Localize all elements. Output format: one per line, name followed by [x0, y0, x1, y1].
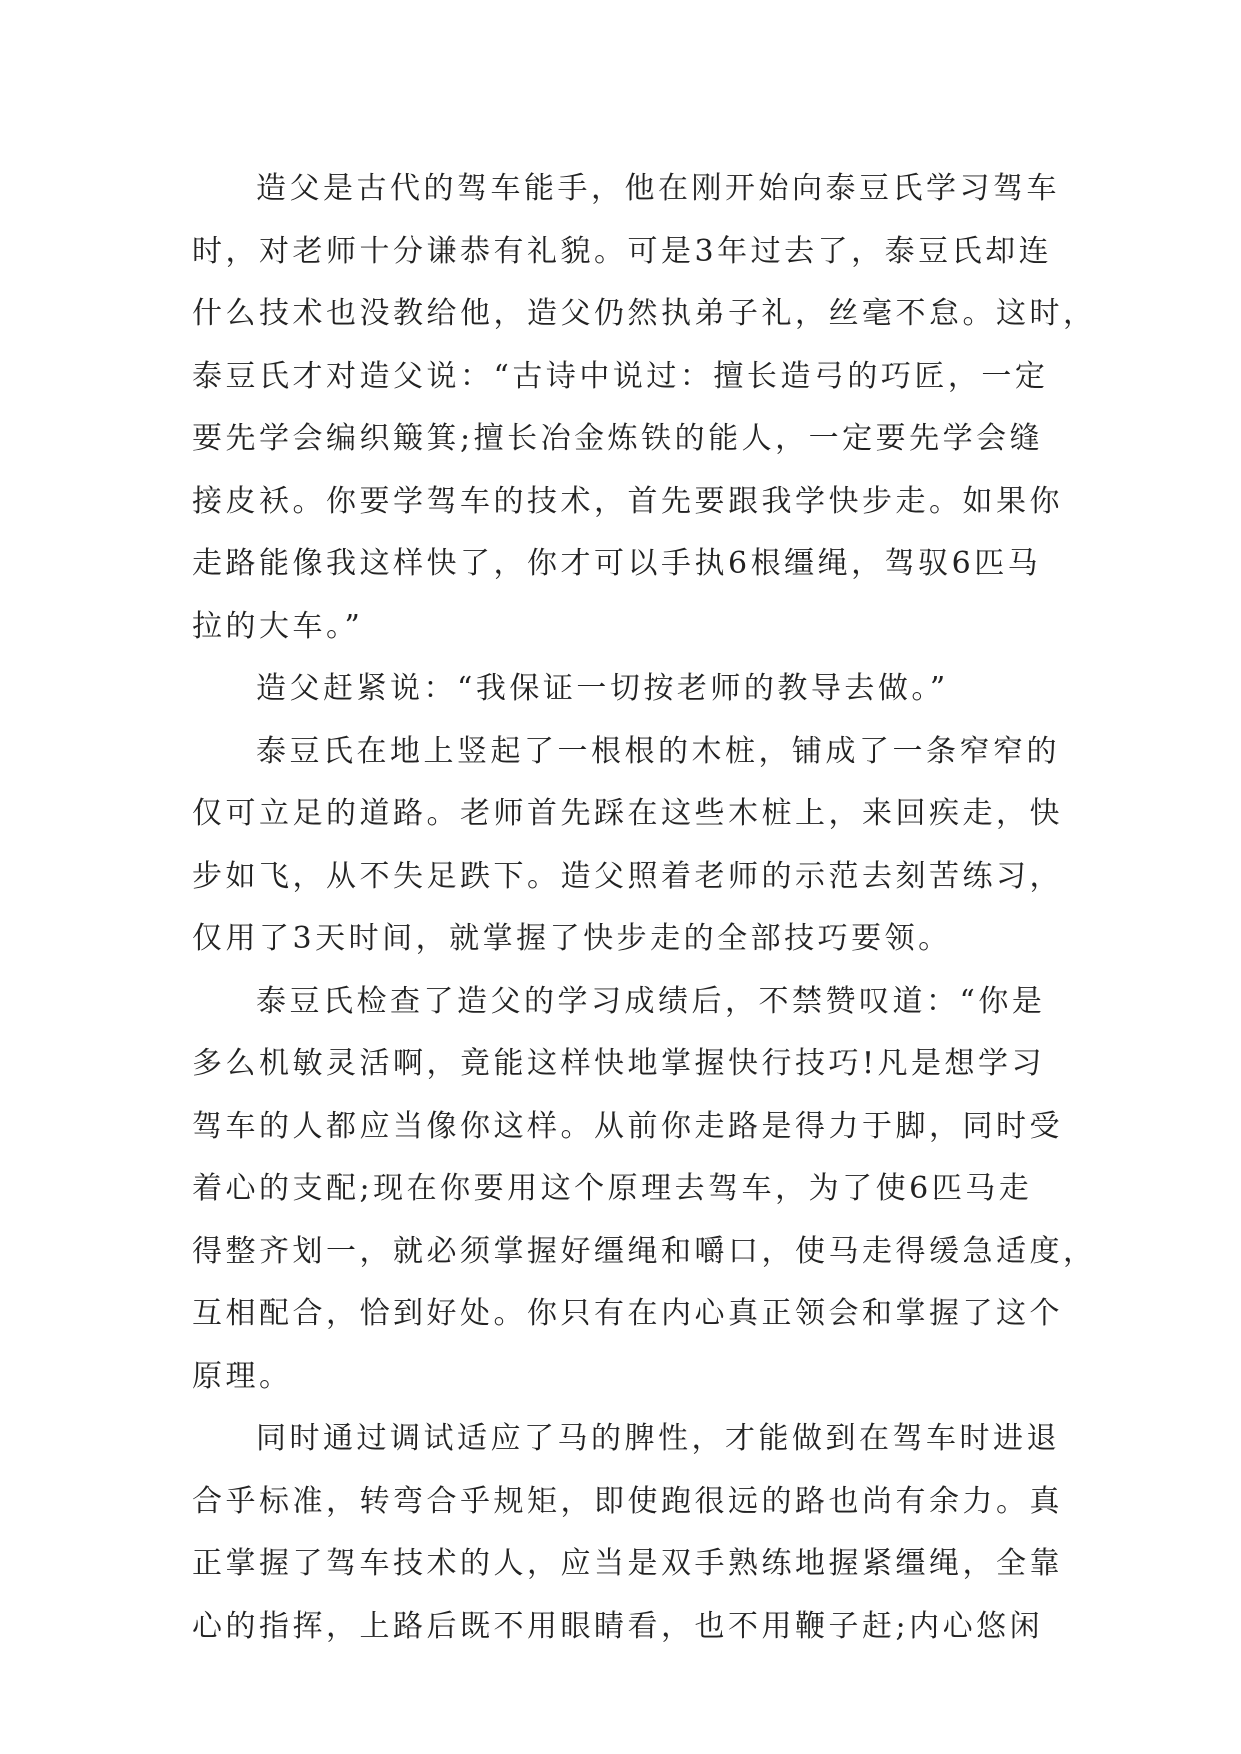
paragraph-3-line-1: 泰豆氏在地上竖起了一根根的木桩，铺成了一条窄窄的: [256, 733, 1060, 769]
paragraph-5-line-3: 正掌握了驾车技术的人，应当是双手熟练地握紧缰绳，全靠: [192, 1546, 1063, 1581]
paragraph-1-line-1: 造父是古代的驾车能手，他在刚开始向泰豆氏学习驾车: [256, 171, 1060, 206]
body-text: [192, 158, 1097, 1658]
paragraph-1-line-6: 接皮袄。你要学驾车的技术，首先要跟我学快步走。如果你: [192, 483, 1063, 519]
paragraph-3-line-4: 仅用了3天时间，就掌握了快步走的全部技巧要领。: [192, 921, 952, 956]
paragraph-5-line-1: 同时通过调试适应了马的脾性，才能做到在驾车时进退: [256, 1421, 1060, 1456]
paragraph-4-line-1: 泰豆氏检查了造父的学习成绩后，不禁赞叹道：“你是: [256, 983, 1046, 1019]
paragraph-4-line-2: 多么机敏灵活啊，竟能这样快地掌握快行技巧!凡是想学习: [192, 1046, 1046, 1081]
paragraph-2-line-1: 造父赶紧说：“我保证一切按老师的教导去做。”: [256, 671, 949, 706]
paragraph-4-line-4: 着心的支配;现在你要用这个原理去驾车，为了使6匹马走: [192, 1171, 1033, 1206]
paragraph-1-line-2: 时，对老师十分谦恭有礼貌。可是3年过去了，泰豆氏却连: [192, 233, 1053, 269]
paragraph-4-line-3: 驾车的人都应当像你这样。从前你走路是得力于脚，同时受: [192, 1108, 1063, 1144]
paragraph-5-line-4: 心的指挥，上路后既不用眼睛看，也不用鞭子赶;内心悠闲: [192, 1608, 1044, 1644]
paragraph-1-line-5: 要先学会编织簸箕;擅长冶金炼铁的能人，一定要先学会缝: [192, 421, 1044, 456]
paragraph-1-line-8: 拉的大车。”: [192, 608, 364, 644]
paragraph-3-line-2: 仅可立足的道路。老师首先踩在这些木桩上，来回疾走，快: [192, 796, 1063, 831]
paragraph-1-line-4: 泰豆氏才对造父说：“古诗中说过：擅长造弓的巧匠，一定: [192, 358, 1049, 394]
paragraph-4-line-7: 原理。: [192, 1358, 293, 1394]
paragraph-4-line-5: 得整齐划一，就必须掌握好缰绳和嚼口，使马走得缓急适度，: [192, 1233, 1097, 1269]
paragraph-5-line-2: 合乎标准，转弯合乎规矩，即使跑很远的路也尚有余力。真: [192, 1483, 1063, 1519]
paragraph-1-line-7: 走路能像我这样快了，你才可以手执6根缰绳，驾驭6匹马: [192, 546, 1042, 581]
paragraph-4-line-6: 互相配合，恰到好处。你只有在内心真正领会和掌握了这个: [192, 1296, 1063, 1331]
paragraph-3-line-3: 步如飞，从不失足跌下。造父照着老师的示范去刻苦练习，: [192, 858, 1063, 894]
paragraph-1-line-3: 什么技术也没教给他，造父仍然执弟子礼，丝毫不怠。这时，: [192, 296, 1097, 331]
